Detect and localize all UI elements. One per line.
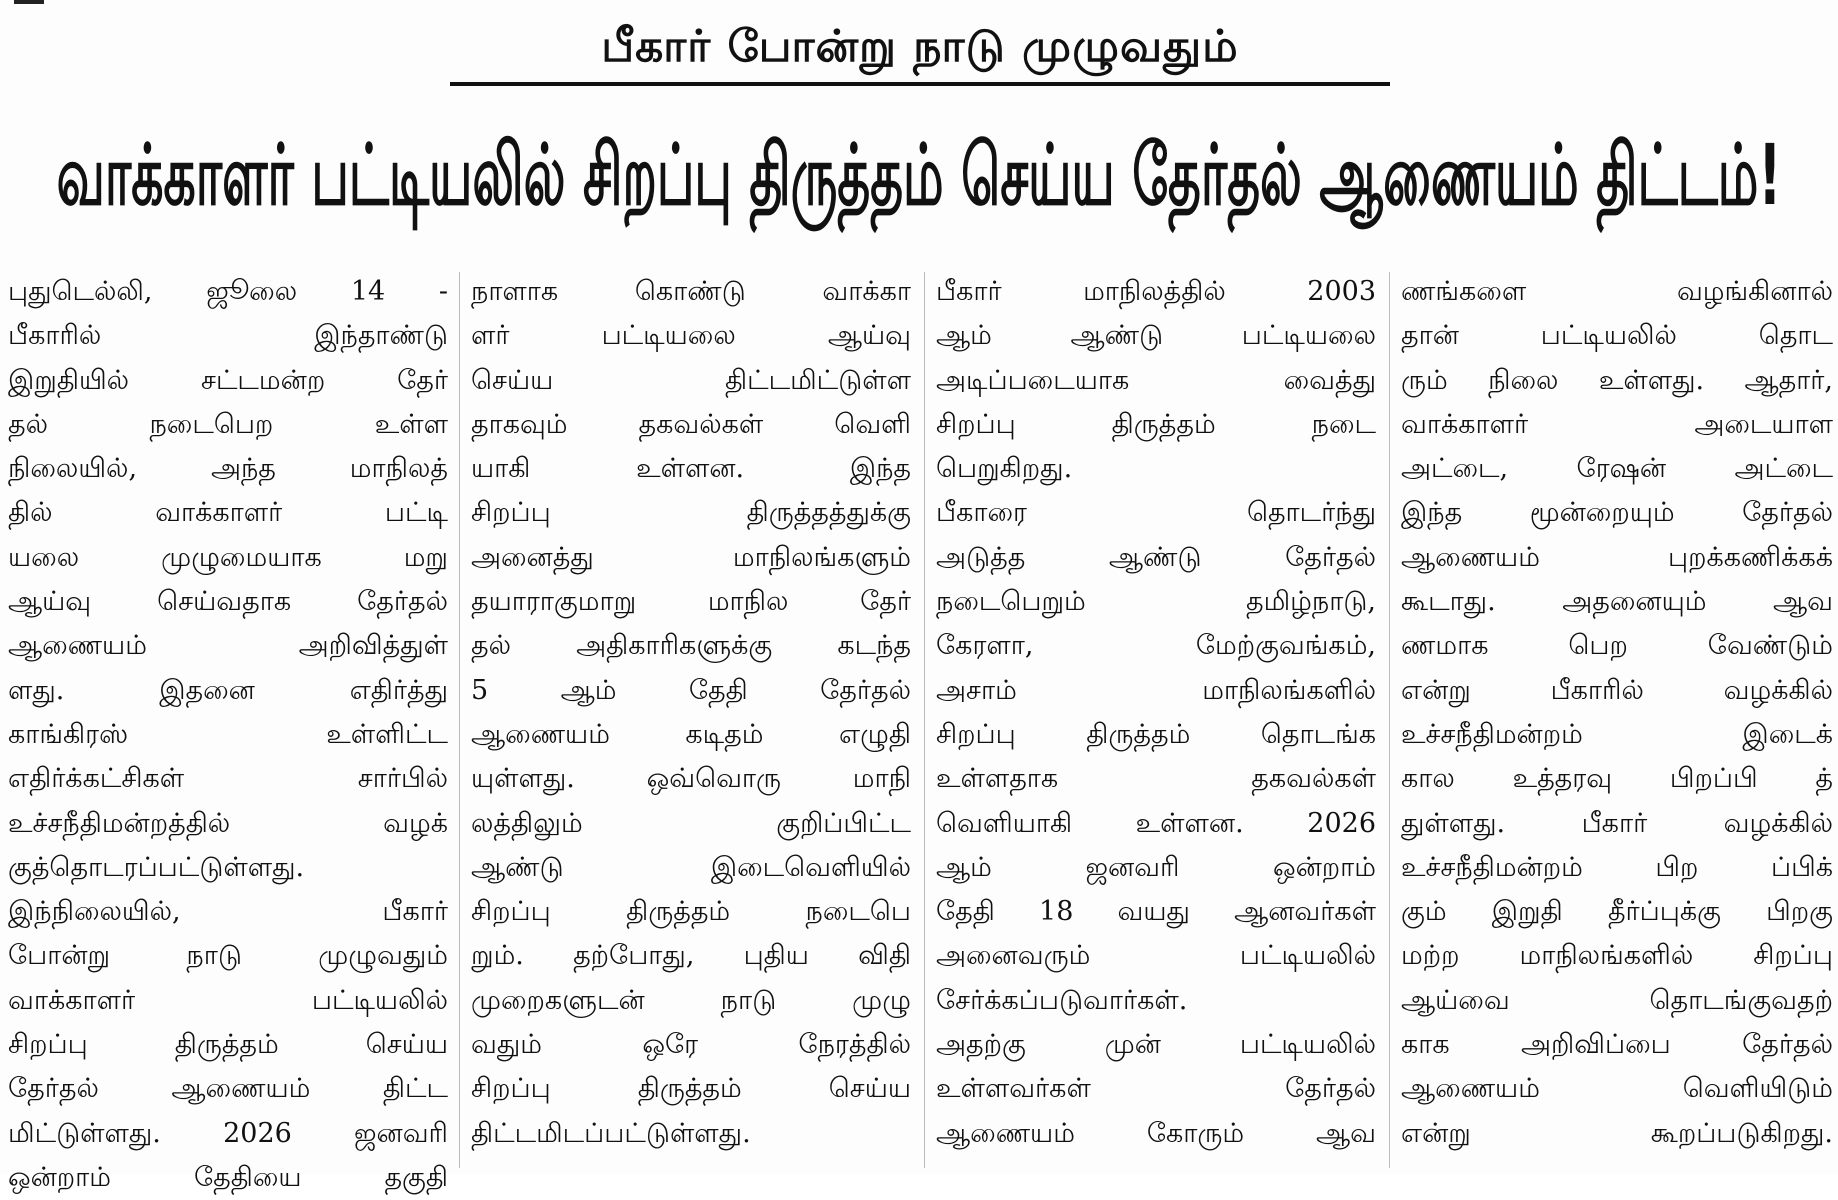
article-text-line: ளது. இதனை எதிர்த்து xyxy=(8,674,448,706)
article-text-line: குத்தொடரப்பட்டுள்ளது. xyxy=(8,851,305,883)
article-kicker: பீகார் போன்று நாடு முழுவதும் xyxy=(450,12,1390,86)
article-text-line: தில் வாக்காளர் பட்டி xyxy=(8,497,448,529)
article-text-line: சிறப்பு திருத்தம் நடைபெ xyxy=(471,896,911,928)
article-text-line: புதுடெல்லி, ஜூலை 14 - xyxy=(8,276,448,307)
article-text-line: என்று பீகாரில் வழக்கில் xyxy=(1401,674,1833,706)
article-text-line: ஆணையம் கோரும் ஆவ xyxy=(936,1117,1376,1149)
article-column-1 xyxy=(8,270,448,1193)
article-text-line: வாக்காளர் பட்டியலில் xyxy=(8,984,448,1016)
article-text-line: வதும் ஒரே நேரத்தில் xyxy=(471,1029,911,1061)
article-text-line: ணமாக பெற வேண்டும் xyxy=(1401,630,1833,662)
article-text-line: ஆணையம் கடிதம் எழுதி xyxy=(471,718,911,750)
article-text-line: வாக்காளர் அடையாள xyxy=(1401,408,1833,440)
article-text-line: யுள்ளது. ஒவ்வொரு மாநி xyxy=(471,763,911,795)
article-text-line: பீகாரை தொடர்ந்து xyxy=(936,497,1376,529)
article-text-line: சேர்க்கப்படுவார்கள். xyxy=(936,984,1188,1016)
article-text-line: உள்ளதாக தகவல்கள் xyxy=(936,763,1376,795)
column-divider xyxy=(924,272,925,1168)
article-text-line: கூடாது. அதனையும் ஆவ xyxy=(1401,586,1833,618)
article-text-line: சிறப்பு திருத்தம் செய்ய xyxy=(471,1073,911,1105)
article-text-line: கேரளா, மேற்குவங்கம், xyxy=(936,630,1376,662)
article-text-line: தல் அதிகாரிகளுக்கு கடந்த xyxy=(471,630,911,662)
article-text-line: அட்டை, ரேஷன் அட்டை xyxy=(1401,453,1833,485)
article-text-line: ஒன்றாம் தேதியை தகுதி xyxy=(8,1161,448,1193)
article-text-line: தான் பட்டியலில் தொட xyxy=(1401,320,1833,352)
article-text-line: காங்கிரஸ் உள்ளிட்ட xyxy=(8,718,448,750)
article-text-line: உள்ளவர்கள் தேர்தல் xyxy=(936,1073,1376,1105)
article-text-line: சிறப்பு திருத்தத்துக்கு xyxy=(471,497,911,529)
article-text-line: நாளாக கொண்டு வாக்கா xyxy=(471,276,911,307)
article-text-line: லத்திலும் குறிப்பிட்ட xyxy=(471,807,911,839)
article-text-line: ரும் நிலை உள்ளது. ஆதார், xyxy=(1401,364,1833,396)
article-text-line: செய்ய திட்டமிட்டுள்ள xyxy=(471,364,911,396)
article-text-line: உச்சநீதிமன்றத்தில் வழக் xyxy=(8,807,448,839)
article-column-4 xyxy=(1401,270,1833,1170)
article-text-line: எதிர்க்கட்சிகள் சார்பில் xyxy=(8,763,448,795)
headline-container xyxy=(0,100,1838,260)
article-text-line: அடிப்படையாக வைத்து xyxy=(936,364,1376,396)
article-text-line: ஆணையம் வெளியிடும் xyxy=(1401,1073,1833,1105)
page-edge-mark xyxy=(14,0,44,4)
article-text-line: யாகி உள்ளன. இந்த xyxy=(471,453,911,485)
article-column-2 xyxy=(471,270,911,1170)
article-text-line: உச்சநீதிமன்றம் பிற ப்பிக் xyxy=(1401,851,1833,883)
article-text-line: அனைத்து மாநிலங்களும் xyxy=(471,541,911,573)
article-text-line: தேர்தல் ஆணையம் திட்ட xyxy=(8,1073,448,1105)
article-text-line: மற்ற மாநிலங்களில் சிறப்பு xyxy=(1401,940,1833,972)
article-text-line: சிறப்பு திருத்தம் தொடங்க xyxy=(936,718,1376,750)
article-text-line: றும். தற்போது, புதிய விதி xyxy=(471,940,911,972)
article-text-line: ணங்களை வழங்கினால் xyxy=(1401,276,1833,307)
article-text-line: இந்நிலையில், பீகார் xyxy=(8,896,448,928)
article-text-line: சிறப்பு திருத்தம் நடை xyxy=(936,408,1376,440)
article-text-line: காக அறிவிப்பை தேர்தல் xyxy=(1401,1029,1833,1061)
article-text-line: அசாம் மாநிலங்களில் xyxy=(936,674,1376,706)
article-text-line: நிலையில், அந்த மாநிலத் xyxy=(8,453,448,485)
article-text-line: தேதி 18 வயது ஆனவர்கள் xyxy=(936,896,1376,928)
article-text-line: மிட்டுள்ளது. 2026 ஜனவரி xyxy=(8,1117,448,1149)
article-text-line: தயாராகுமாறு மாநில தேர் xyxy=(471,586,911,618)
article-text-line: ஆணையம் அறிவித்துள் xyxy=(8,630,448,662)
article-text-line: ஆய்வு செய்வதாக தேர்தல் xyxy=(8,586,448,618)
article-text-line: போன்று நாடு முழுவதும் xyxy=(8,940,448,972)
column-divider xyxy=(1389,272,1390,1168)
article-text-line: துள்ளது. பீகார் வழக்கில் xyxy=(1401,807,1833,839)
article-text-line: ஆம் ஜனவரி ஒன்றாம் xyxy=(936,851,1376,883)
article-text-line: இறுதியில் சட்டமன்ற தேர் xyxy=(8,364,448,396)
article-text-line: பீகார் மாநிலத்தில் 2003 xyxy=(936,276,1376,307)
article-text-line: என்று கூறப்படுகிறது. xyxy=(1401,1117,1833,1149)
article-text-line: கும் இறுதி தீர்ப்புக்கு பிறகு xyxy=(1401,896,1833,928)
article-text-line: வெளியாகி உள்ளன. 2026 xyxy=(936,807,1376,839)
article-text-line: அடுத்த ஆண்டு தேர்தல் xyxy=(936,541,1376,573)
article-text-line: பெறுகிறது. xyxy=(936,453,1073,485)
article-headline: வாக்காளர் பட்டியலில் சிறப்பு திருத்தம் செய்ய தேர்தல் ஆணையம் திட்டம்! xyxy=(56,126,1782,224)
article-text-line: ஆண்டு இடைவெளியில் xyxy=(471,851,911,883)
article-text-line: உச்சநீதிமன்றம் இடைக் xyxy=(1401,718,1833,750)
article-text-line: நடைபெறும் தமிழ்நாடு, xyxy=(936,586,1376,618)
article-text-line: ஆய்வை தொடங்குவதற் xyxy=(1401,984,1833,1016)
article-text-line: முறைகளுடன் நாடு முழு xyxy=(471,984,911,1016)
article-text-line: திட்டமிடப்பட்டுள்ளது. xyxy=(471,1117,751,1149)
article-text-line: அதற்கு முன் பட்டியலில் xyxy=(936,1029,1376,1061)
article-text-line: ஆம் ஆண்டு பட்டியலை xyxy=(936,320,1376,352)
article-column-3 xyxy=(936,270,1376,1170)
column-divider xyxy=(459,272,460,1168)
article-text-line: சிறப்பு திருத்தம் செய்ய xyxy=(8,1029,448,1061)
article-text-line: தல் நடைபெற உள்ள xyxy=(8,408,448,440)
article-text-line: அனைவரும் பட்டியலில் xyxy=(936,940,1376,972)
article-text-line: ளர் பட்டியலை ஆய்வு xyxy=(471,320,911,352)
article-text-line: தாகவும் தகவல்கள் வெளி xyxy=(471,408,911,440)
article-text-line: 5 ஆம் தேதி தேர்தல் xyxy=(471,674,911,706)
article-text-line: கால உத்தரவு பிறப்பி த் xyxy=(1401,763,1833,795)
article-text-line: இந்த மூன்றையும் தேர்தல் xyxy=(1401,497,1833,529)
article-text-line: ஆணையம் புறக்கணிக்கக் xyxy=(1401,541,1833,573)
article-text-line: பீகாரில் இந்தாண்டு xyxy=(8,320,448,352)
article-text-line: யலை முழுமையாக மறு xyxy=(8,541,448,573)
